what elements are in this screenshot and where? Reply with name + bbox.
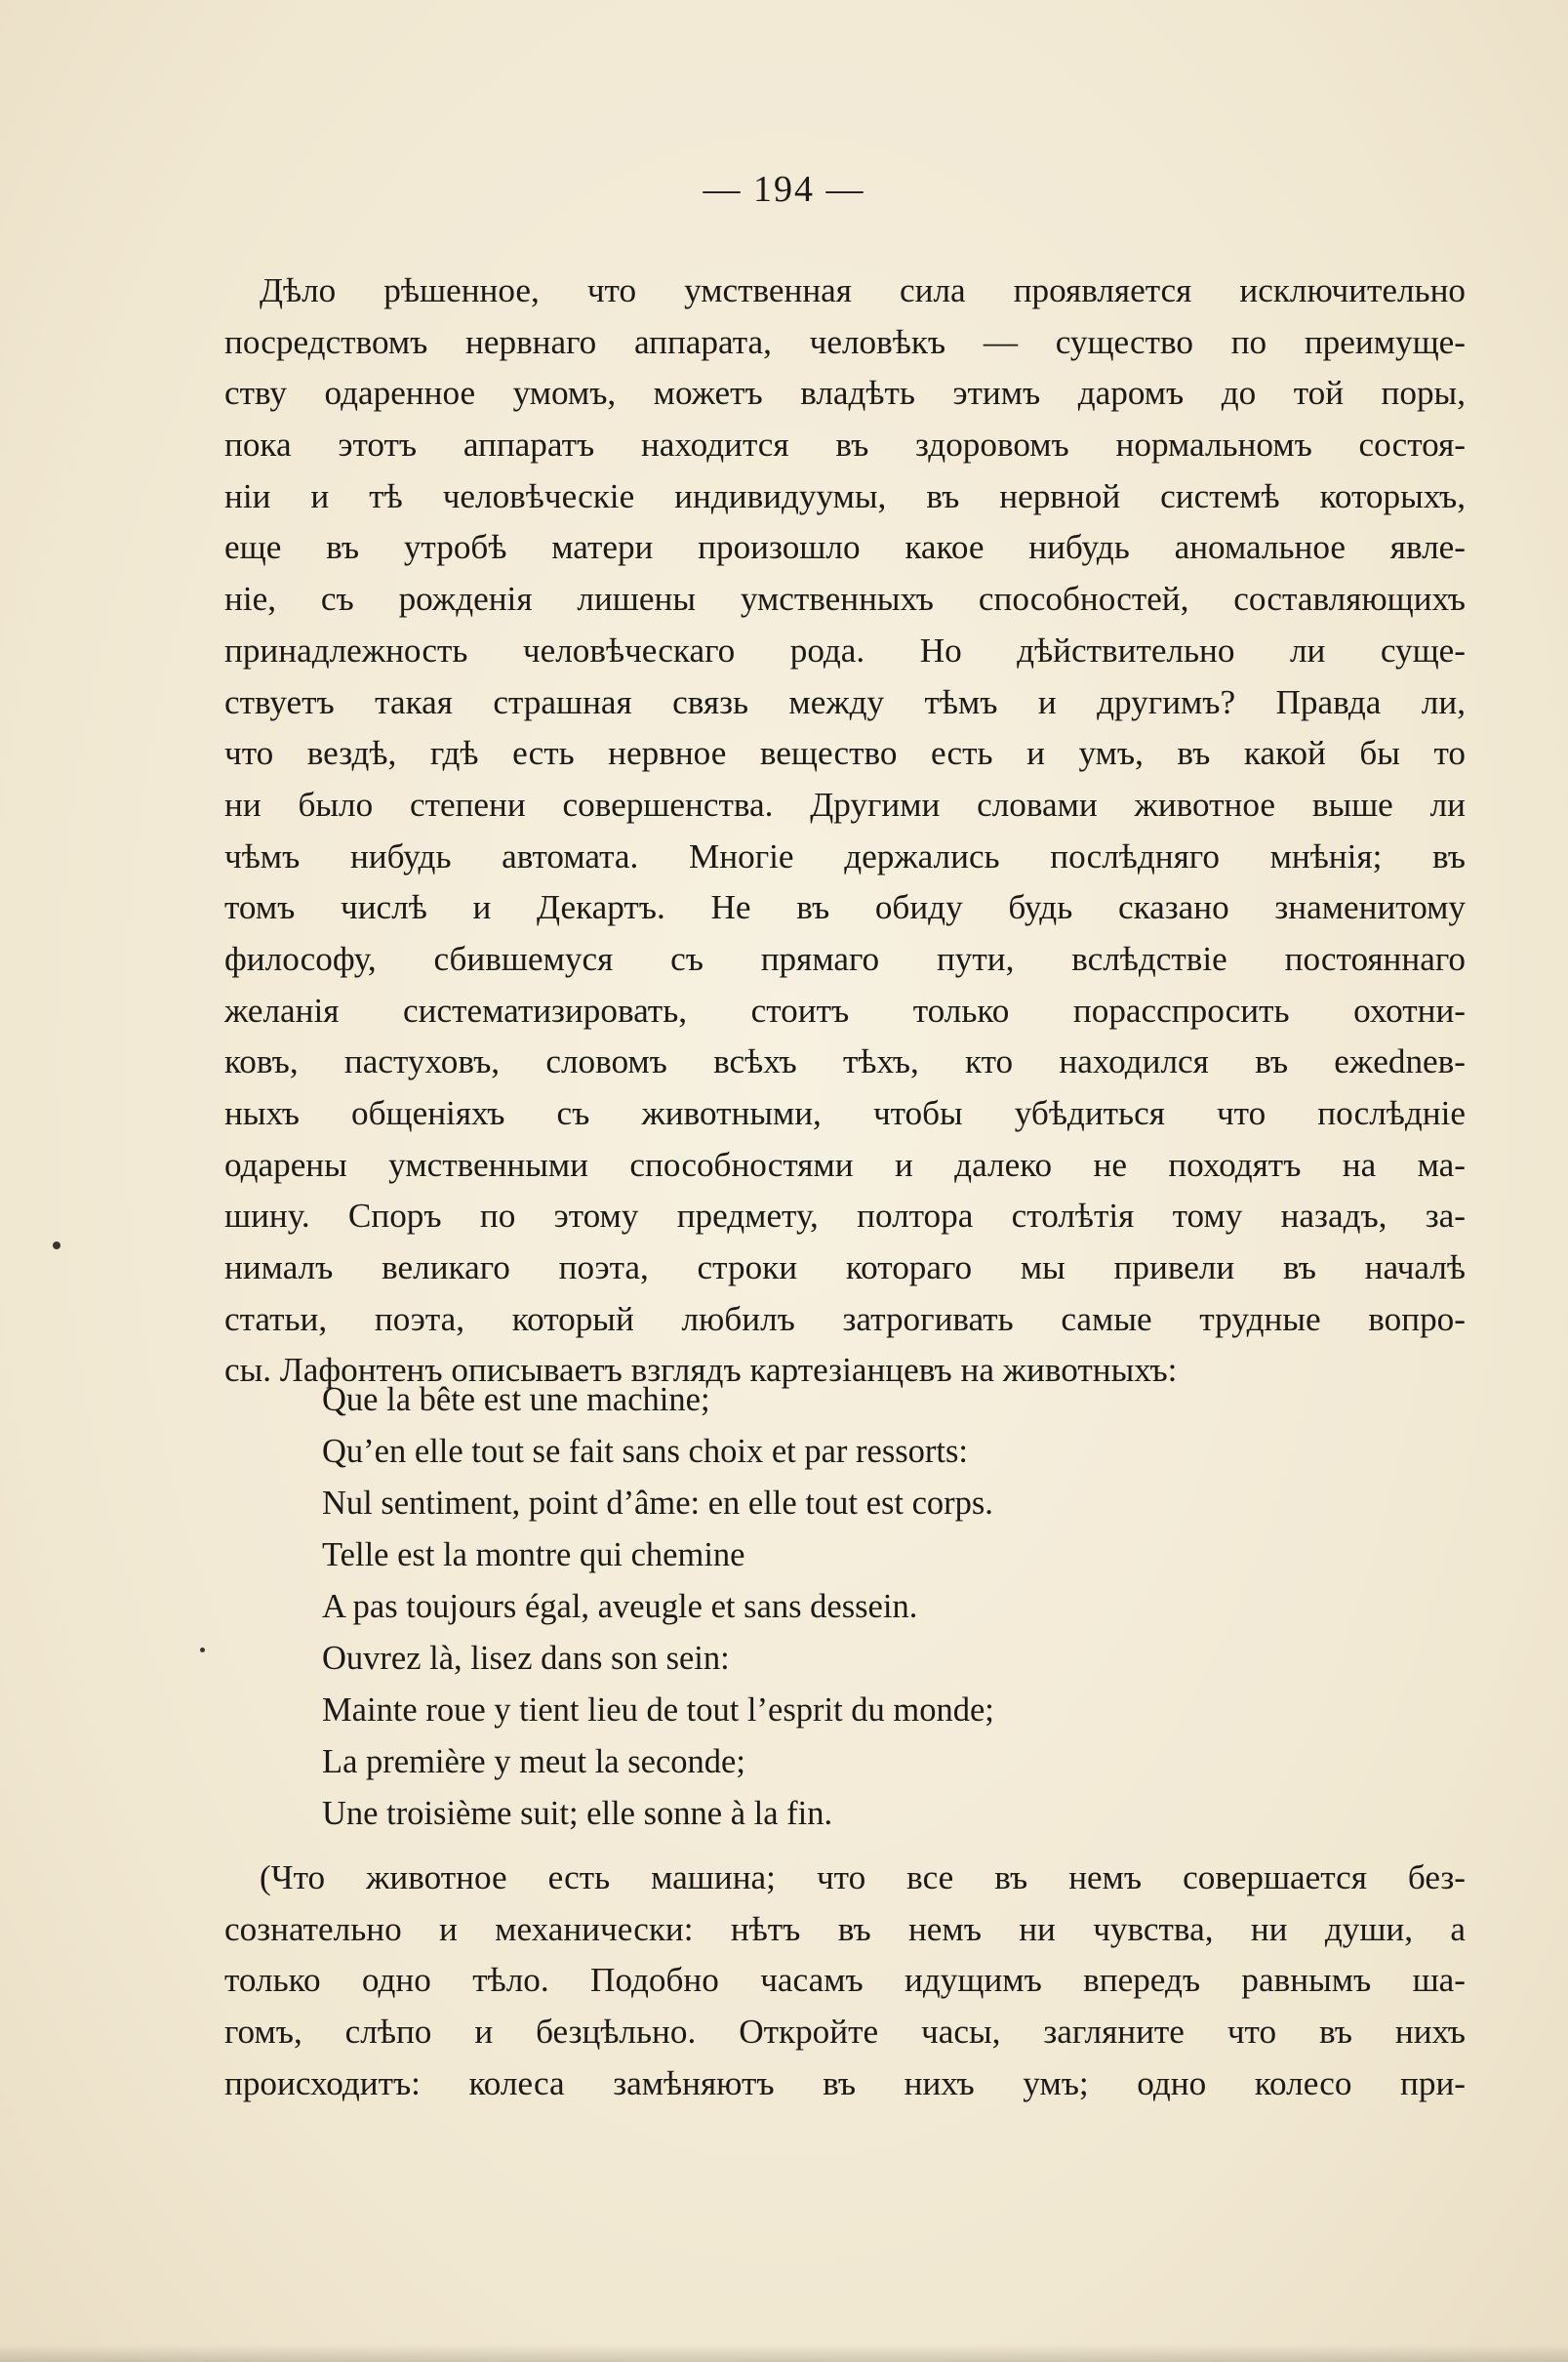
text-line: пока этотъ аппаратъ находится въ здоровомъ нормальномъ состоя- bbox=[224, 426, 1466, 465]
paragraph-1 bbox=[224, 265, 1466, 1397]
text-line: сы. Лафонтенъ описываетъ взглядъ картезіанцевъ на животныхъ: bbox=[224, 1351, 1178, 1390]
verse-line: La première y meut la seconde; bbox=[322, 1743, 745, 1780]
text-line: ніи и тѣ человѣческіе индивидуумы, въ нервной системѣ которыхъ, bbox=[224, 476, 1466, 515]
verse-line: Ouvrez là, lisez dans son sein: bbox=[322, 1640, 730, 1677]
text-line: ни было степени совершенства. Другими словами животное выше ли bbox=[224, 785, 1466, 824]
text-line: что вездѣ, гдѣ есть нервное вещество есть и умъ, въ какой бы то bbox=[224, 734, 1466, 773]
verse-line: A pas toujours égal, aveugle et sans dessein. bbox=[322, 1588, 918, 1625]
text-line: одарены умственными способностями и далеко не походятъ на ма- bbox=[224, 1145, 1466, 1184]
french-verse-quote bbox=[322, 1374, 1298, 1840]
paragraph-2 bbox=[224, 1853, 1466, 2109]
text-line: (Что животное есть машина; что все въ немъ совершается без- bbox=[260, 1858, 1466, 1896]
text-line: посредствомъ нервнаго аппарата, человѣкъ — существо по преимуще- bbox=[224, 322, 1466, 361]
text-line: сознательно и механически: нѣтъ въ немъ ни чувства, ни души, а bbox=[224, 1909, 1466, 1948]
text-line: желанія систематизировать, стоитъ только порасспросить охотни- bbox=[224, 991, 1466, 1030]
verse-line: Telle est la montre qui chemine bbox=[322, 1536, 745, 1573]
text-line: статьи, поэта, который любилъ затрогивать самые трудные вопро- bbox=[224, 1299, 1466, 1338]
text-line: происходитъ: колеса замѣняютъ въ нихъ умъ; одно колесо при- bbox=[224, 2063, 1466, 2102]
verse-line: Une troisième suit; elle sonne à la fin. bbox=[322, 1795, 833, 1832]
text-line: гомъ, слѣпо и безцѣльно. Откройте часы, загляните что въ нихъ bbox=[224, 2013, 1466, 2052]
text-line: томъ числѣ и Декартъ. Не въ обиду будь сказано знаменитому bbox=[224, 888, 1466, 927]
verse-line: Que la bête est une machine; bbox=[322, 1381, 710, 1418]
page-edge-shadow bbox=[0, 2344, 1568, 2362]
text-line: ствуетъ такая страшная связь между тѣмъ и другимъ? Правда ли, bbox=[224, 682, 1466, 721]
text-line: только одно тѣло. Подобно часамъ идущимъ впередъ равнымъ ша- bbox=[224, 1961, 1466, 2000]
text-line: нималъ великаго поэта, строки котораго мы привели въ началѣ bbox=[224, 1248, 1466, 1287]
text-line: ству одаренное умомъ, можетъ владѣть этимъ даромъ до той поры, bbox=[224, 374, 1466, 413]
text-line: философу, сбившемуся съ прямаго пути, вслѣдствіе постояннаго bbox=[224, 939, 1466, 978]
text-line: шину. Споръ по этому предмету, полтора столѣтія тому назадъ, за- bbox=[224, 1197, 1466, 1236]
ink-speck bbox=[200, 1648, 205, 1652]
page-number: — 194 — bbox=[703, 169, 865, 210]
verse-line: Mainte roue y tient lieu de tout l’esprit du monde; bbox=[322, 1691, 994, 1729]
verse-line: Nul sentiment, point d’âme: en elle tout est corps. bbox=[322, 1485, 993, 1522]
ink-speck bbox=[53, 1242, 60, 1249]
text-line: ніе, съ рожденія лишены умственныхъ способностей, составляющихъ bbox=[224, 580, 1466, 619]
text-line: ковъ, пастуховъ, словомъ всѣхъ тѣхъ, кто находился въ ежednев- bbox=[224, 1042, 1466, 1081]
text-line: еще въ утробѣ матери произошло какое нибудь аномальное явле- bbox=[224, 528, 1466, 567]
text-line: чѣмъ нибудь автомата. Многіе держались послѣдняго мнѣнія; въ bbox=[224, 836, 1466, 876]
verse-line: Qu’en elle tout se fait sans choix et par ressorts: bbox=[322, 1433, 969, 1470]
text-line: ныхъ общеніяхъ съ животными, чтобы убѣдиться что послѣдніе bbox=[224, 1094, 1466, 1132]
text-line: принадлежность человѣческаго рода. Но дѣйствительно ли суще- bbox=[224, 631, 1466, 670]
text-line: Дѣло рѣшенное, что умственная сила проявляется исключительно bbox=[260, 271, 1466, 309]
